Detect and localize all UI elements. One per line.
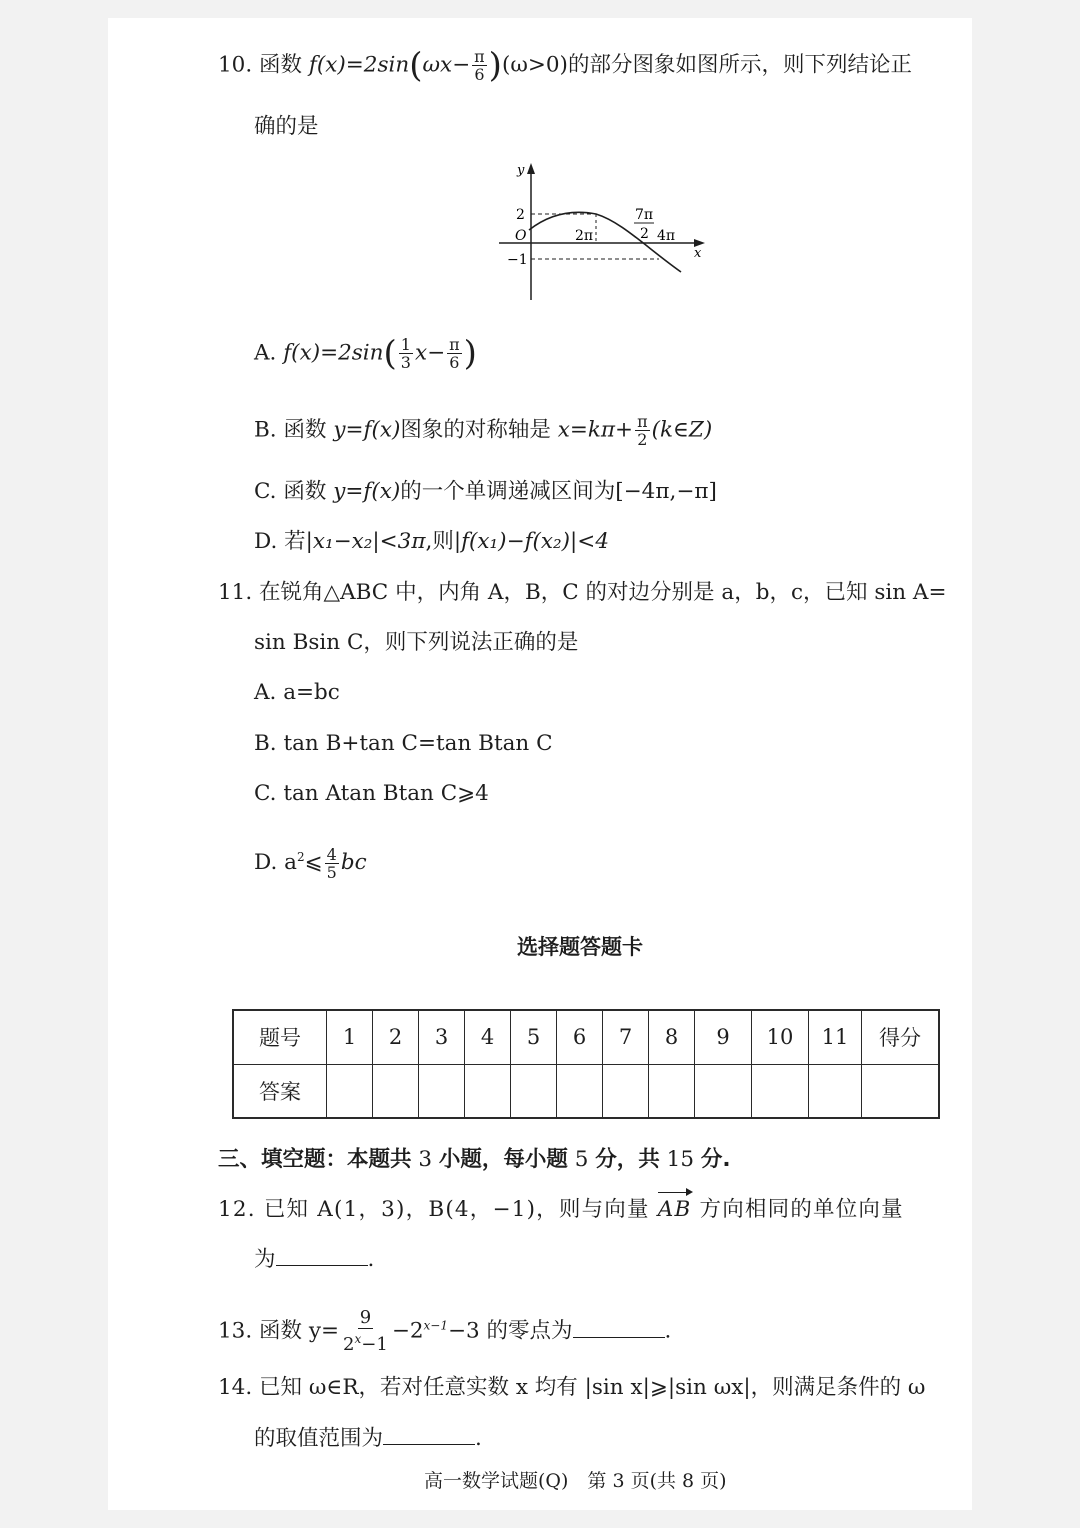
vector-ab: AB <box>658 1195 692 1225</box>
q12-line2: 为 . <box>254 1247 375 1272</box>
q10-option-c: C. 函数 y=f(x)的一个单调递减区间为[−4π,−π] <box>254 479 717 504</box>
answer-cell[interactable] <box>419 1064 465 1118</box>
q11-stem-line1: 11. 在锐角△ABC 中，内角 A，B，C 的对边分别是 a，b，c，已知 sin A= <box>218 580 947 605</box>
graph-tick-4pi: 4π <box>657 228 676 244</box>
q12-answer-blank[interactable] <box>276 1245 368 1266</box>
question-number-cell: 7 <box>603 1010 649 1064</box>
q10-option-b: B. 函数 y=f(x)图象的对称轴是 x=kπ+ $\frac{\pi}{2}$ (k∈Z) <box>254 412 713 449</box>
graph-tick-2pi: 2π <box>575 228 594 244</box>
graph-tick-7pi-den: 2 <box>640 226 649 242</box>
question-number-cell: 9 <box>695 1010 752 1064</box>
question-number-cell: 11 <box>809 1010 862 1064</box>
answer-cell[interactable] <box>649 1064 695 1118</box>
q10-function-graph <box>497 160 712 305</box>
answer-card-number-row <box>233 1010 939 1064</box>
q11-stem-line2: sin Bsin C，则下列说法正确的是 <box>254 630 579 655</box>
answer-card-row-header: 题号 <box>233 1010 327 1064</box>
q10-option-a: A. f(x)=2sin( $\frac{1}{3}$ x− $\frac{\pi}{6}$ ) <box>254 333 477 374</box>
question-number-cell: 3 <box>419 1010 465 1064</box>
answer-cell[interactable] <box>557 1064 603 1118</box>
question-number-cell: 2 <box>373 1010 419 1064</box>
graph-x-label: x <box>694 246 702 261</box>
q11-option-a: A. a=bc <box>254 680 340 705</box>
graph-tick-neg1: −1 <box>507 252 528 268</box>
question-number-cell: 10 <box>752 1010 809 1064</box>
score-header-cell: 得分 <box>862 1010 940 1064</box>
score-cell[interactable] <box>862 1064 940 1118</box>
q13-line: 13. 函数 y= $\frac{9}{2^x-1}$ $-2^{x-1}-3$ 的零点为 . <box>218 1307 672 1355</box>
q14-line2: 的取值范围为 . <box>254 1426 482 1451</box>
question-number-cell: 5 <box>511 1010 557 1064</box>
question-number-cell: 6 <box>557 1010 603 1064</box>
q12-line1: 12. 已知 A(1，3)，B(4，−1)，则与向量 AB 方向相同的单位向量 <box>218 1195 904 1225</box>
q13-answer-blank[interactable] <box>573 1317 665 1338</box>
q10-stem-line2: 确的是 <box>254 114 319 139</box>
answer-cell[interactable] <box>511 1064 557 1118</box>
q11-option-c: C. tan Atan Btan C⩾4 <box>254 781 489 806</box>
page-footer: 高一数学试题(Q) 第 3 页(共 8 页) <box>424 1470 727 1492</box>
graph-origin-label: O <box>515 228 527 244</box>
answer-cell[interactable] <box>465 1064 511 1118</box>
q14-line1: 14. 已知 ω∈R，若对任意实数 x 均有 |sin x|⩾|sin ωx|，则满足条件的 ω <box>218 1375 926 1400</box>
answer-card-table <box>232 1009 940 1119</box>
question-number-cell: 8 <box>649 1010 695 1064</box>
graph-tick-7pi: 7π <box>635 207 654 223</box>
answer-cell[interactable] <box>809 1064 862 1118</box>
answer-cell[interactable] <box>327 1064 373 1118</box>
answer-cell[interactable] <box>695 1064 752 1118</box>
q10-stem-line1: 10. 函数 f(x)=2sin(ωx− $\frac{\pi}{6}$ )(ω>0)的部分图象如图所示，则下列结论正 <box>218 45 912 86</box>
answer-card-answer-row <box>233 1064 939 1118</box>
answer-cell[interactable] <box>373 1064 419 1118</box>
q11-option-d: D. $a^2⩽$ $\frac{4}{5}$ bc <box>254 844 367 882</box>
answer-row-header: 答案 <box>233 1064 327 1118</box>
q14-answer-blank[interactable] <box>383 1424 475 1445</box>
question-number-cell: 4 <box>465 1010 511 1064</box>
answer-card-title: 选择题答题卡 <box>517 935 643 959</box>
answer-cell[interactable] <box>603 1064 649 1118</box>
q10-fraction: $\frac{\pi}{6}$ <box>474 47 485 84</box>
answer-cell[interactable] <box>752 1064 809 1118</box>
section3-heading: 三、填空题：本题共 3 小题，每小题 5 分，共 15 分. <box>218 1147 731 1172</box>
question-number-cell: 1 <box>327 1010 373 1064</box>
q11-option-b: B. tan B+tan C=tan Btan C <box>254 731 553 756</box>
q10-option-d: D. 若|x₁−x₂|<3π,则|f(x₁)−f(x₂)|<4 <box>254 529 609 554</box>
graph-tick-2: 2 <box>516 207 525 223</box>
graph-y-label: y <box>517 163 525 178</box>
graph-y-arrow <box>527 163 535 174</box>
